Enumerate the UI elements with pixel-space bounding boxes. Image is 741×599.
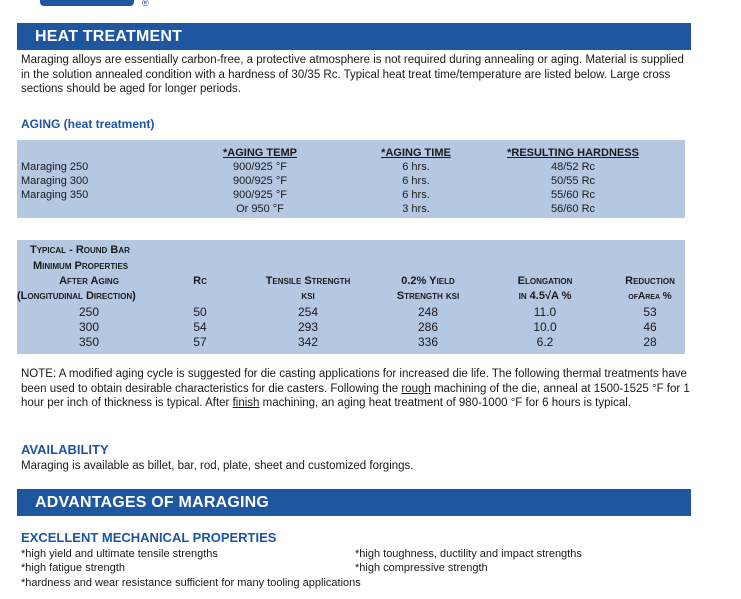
advantage-item: *high fatigue strength	[21, 562, 125, 574]
prop-elongation: 6.2	[536, 335, 554, 349]
availability-heading: AVAILABILITY	[21, 442, 109, 457]
row-header-line: After Aging	[59, 275, 119, 287]
yield-header: 0.2% Yield	[401, 275, 455, 287]
properties-table	[17, 240, 685, 354]
rough-emphasis: rough	[401, 382, 431, 395]
tensile-header: Tensile Strength	[265, 275, 351, 287]
aging-time: 3 hrs.	[402, 203, 430, 215]
prop-reduction: 28	[643, 335, 657, 349]
advantage-item: *hardness and wear resistance sufficient for many tooling applications	[21, 577, 361, 589]
availability-text: Maraging is available as billet, bar, rod, plate, sheet and customized forgings.	[21, 460, 414, 472]
row-header-line: Typical - Round Bar	[30, 244, 130, 256]
die-casting-note: NOTE: A modified aging cycle is suggested for die casting applications for increased die life. The following thermal treatments have been used to obtain desirable characteristics for die casters. Following the rough machining of the die, anneal at 1500-1525 °F for 1 hour per inch of thickness is typical. After finish machining, an aging heat treatment of 980-1000 °F for 6 hours is typical.	[21, 368, 690, 409]
rc-header: Rc	[193, 275, 207, 287]
prop-yield: 286	[417, 320, 439, 334]
mechanical-properties-heading: EXCELLENT MECHANICAL PROPERTIES	[21, 530, 277, 545]
reduction-unit: ofArea %	[628, 291, 672, 302]
aging-grade: Maraging 350	[21, 189, 89, 201]
heat-treatment-intro: Maraging alloys are essentially carbon-free, a protective atmosphere is not required during annealing or aging. Material is supplied in the solution annealed condition with a hardness of 30/35 Rc. Typical heat treat time/temperature are listed below. Large cross sections should be aged for longer periods.	[21, 54, 684, 95]
yield-unit: Strength ksi	[396, 290, 460, 302]
heat-treatment-header: HEAT TREATMENT	[17, 23, 691, 50]
aging-temp: 900/925 °F	[233, 189, 287, 201]
aging-time: 6 hrs.	[402, 175, 430, 187]
prop-grade: 300	[78, 320, 100, 334]
prop-reduction: 53	[643, 305, 657, 319]
elongation-unit: in 4.5√A %	[518, 290, 572, 302]
aging-grade: Maraging 300	[21, 175, 89, 187]
tensile-unit: ksi	[301, 290, 315, 302]
prop-tensile: 254	[297, 305, 319, 319]
aging-time: 6 hrs.	[402, 161, 430, 173]
prop-grade: 250	[78, 305, 100, 319]
prop-rc: 54	[193, 320, 207, 334]
elongation-header: Elongation	[517, 275, 573, 287]
aging-hardness: 48/52 Rc	[550, 161, 596, 173]
aging-grade: Maraging 250	[21, 161, 89, 173]
resulting-hardness-header: *RESULTING HARDNESS	[507, 147, 639, 159]
aging-temp-header: *AGING TEMP	[223, 147, 297, 159]
aging-temp: 900/925 °F	[233, 161, 287, 173]
aging-hardness: 50/55 Rc	[550, 175, 596, 187]
advantage-item: *high yield and ultimate tensile strengths	[21, 548, 218, 560]
prop-grade: 350	[78, 335, 100, 349]
prop-tensile: 293	[297, 320, 319, 334]
aging-table	[17, 140, 685, 218]
aging-temp: 900/925 °F	[233, 175, 287, 187]
prop-yield: 248	[417, 305, 439, 319]
prop-rc: 57	[193, 335, 207, 349]
prop-reduction: 46	[643, 320, 657, 334]
aging-subheading: AGING (heat treatment)	[21, 117, 155, 131]
prop-yield: 336	[417, 335, 439, 349]
advantage-item: *high toughness, ductility and impact strengths	[355, 548, 582, 560]
row-header-line: Minimum Properties	[33, 260, 129, 272]
aging-time-header: *AGING TIME	[381, 147, 451, 159]
prop-elongation: 10.0	[533, 320, 557, 334]
company-logo	[40, 0, 134, 6]
row-header-line: (Longitudinal Direction)	[17, 290, 136, 302]
registered-mark: ®	[142, 0, 149, 8]
reduction-header: Reduction	[625, 275, 675, 287]
aging-time: 6 hrs.	[402, 189, 430, 201]
aging-hardness: 55/60 Rc	[550, 189, 596, 201]
prop-rc: 50	[193, 305, 207, 319]
aging-hardness: 56/60 Rc	[550, 203, 596, 215]
advantage-item: *high compressive strength	[355, 562, 488, 574]
prop-elongation: 11.0	[533, 305, 557, 319]
advantages-header: ADVANTAGES OF MARAGING	[17, 489, 691, 516]
prop-tensile: 342	[297, 335, 319, 349]
finish-emphasis: finish	[232, 397, 260, 409]
aging-temp: Or 950 °F	[236, 203, 284, 215]
